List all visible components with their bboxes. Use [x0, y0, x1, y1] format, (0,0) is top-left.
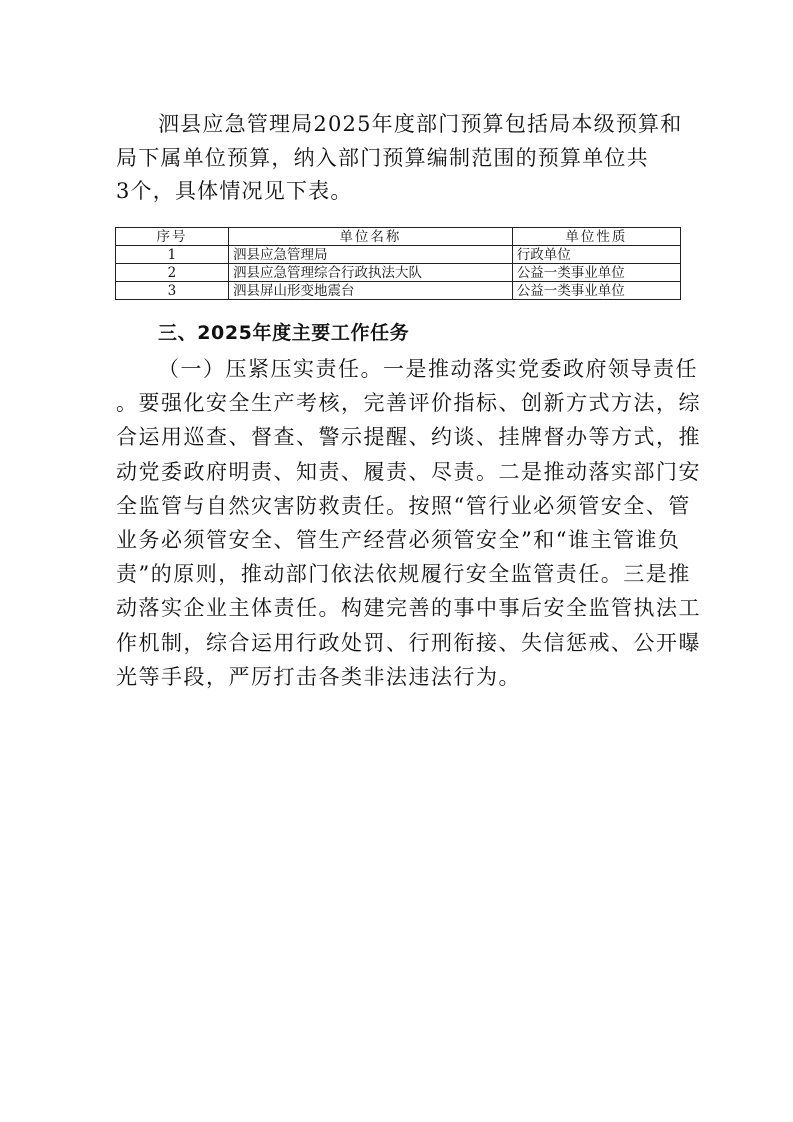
cell-unit-name: 泗县屏山形变地震台	[228, 282, 512, 300]
cell-unit-name: 泗县应急管理局	[228, 246, 512, 264]
table-row	[116, 282, 681, 300]
section-body-paragraph	[116, 352, 701, 694]
body-line: 动落实企业主体责任。构建完善的事中事后安全监管执法工	[116, 596, 701, 621]
intro-line: 局下属单位预算，纳入部门预算编制范围的预算单位共	[116, 145, 649, 170]
header-unit-name: 单位名称	[228, 228, 512, 246]
cell-unit-name: 泗县应急管理综合行政执法大队	[228, 264, 512, 282]
header-serial-number: 序号	[116, 228, 229, 246]
body-line: 作机制，综合运用行政处罚、行刑衔接、失信惩戒、公开曝	[116, 630, 701, 655]
intro-line: 3个，具体情况见下表。	[116, 179, 353, 203]
budget-units-table	[115, 227, 681, 300]
body-line: （一）压紧压实责任。一是推动落实党委政府领导责任	[158, 357, 698, 381]
body-line: 责”的原则，推动部门依法依规履行安全监管责任。三是推	[116, 562, 691, 587]
body-line: 动党委政府明责、知责、履责、尽责。二是推动落实部门安	[116, 459, 701, 484]
cell-unit-type: 行政单位	[512, 246, 680, 264]
cell-serial-number: 2	[116, 264, 229, 282]
section-heading: 三、2025年度主要工作任务	[158, 322, 410, 344]
body-line: 。要强化安全生产考核，完善评价指标、创新方式方法，综	[116, 391, 701, 416]
cell-unit-type: 公益一类事业单位	[512, 264, 680, 282]
table-row	[116, 264, 681, 282]
table-header-row	[116, 228, 681, 246]
cell-serial-number: 3	[116, 282, 229, 300]
body-line: 光等手段，严厉打击各类非法违法行为。	[116, 664, 521, 689]
table-row	[116, 246, 681, 264]
body-line: 业务必须管安全、管生产经营必须管安全”和“谁主管谁负	[116, 528, 681, 553]
cell-unit-type: 公益一类事业单位	[512, 282, 680, 300]
intro-paragraph	[116, 108, 686, 209]
intro-line: 泗县应急管理局2025年度部门预算包括局本级预算和	[158, 112, 683, 136]
cell-serial-number: 1	[116, 246, 229, 264]
body-line: 全监管与自然灾害防救责任。按照“管行业必须管安全、管	[116, 493, 691, 518]
body-line: 合运用巡查、督查、警示提醒、约谈、挂牌督办等方式，推	[116, 425, 701, 450]
header-unit-type: 单位性质	[512, 228, 680, 246]
